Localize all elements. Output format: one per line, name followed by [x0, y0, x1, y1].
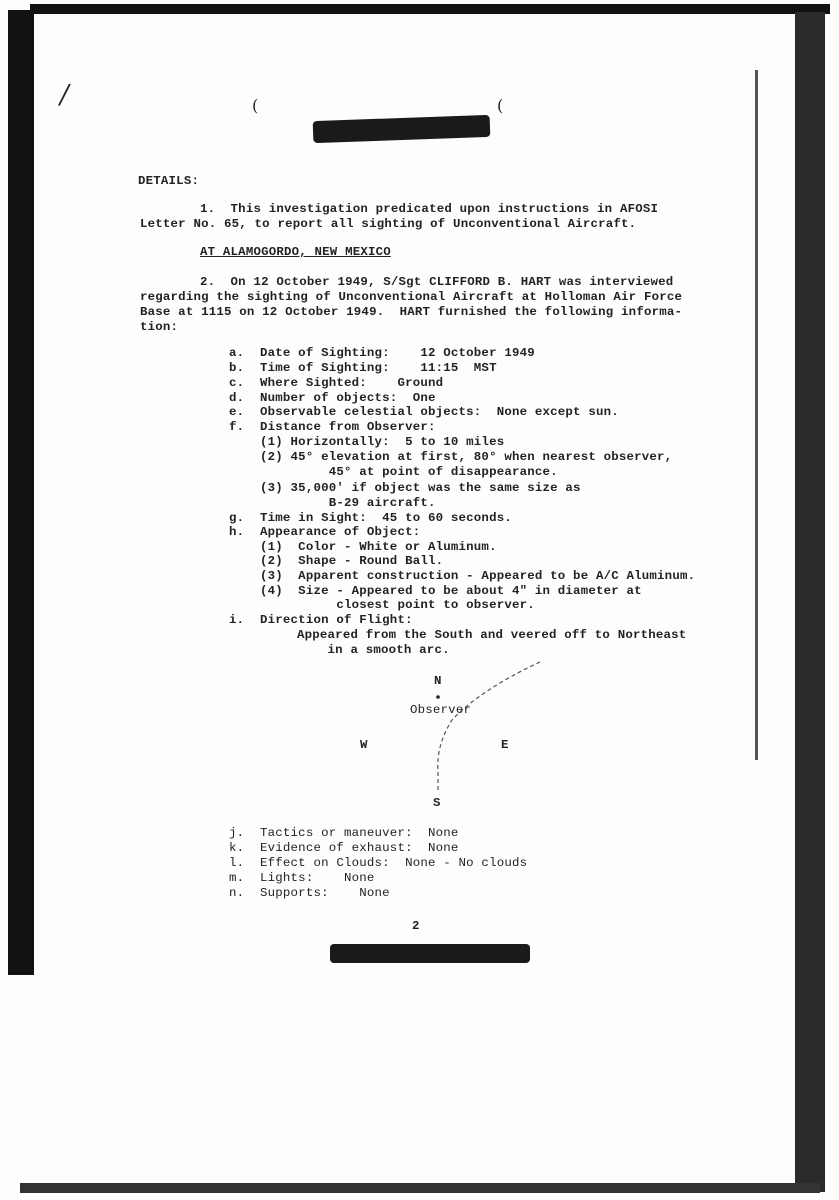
- item-text: Evidence of exhaust: None: [260, 841, 459, 855]
- distance-line: B-29 aircraft.: [260, 496, 436, 510]
- item-letter: f.: [229, 420, 245, 434]
- distance-line: 45° at point of disappearance.: [260, 465, 558, 479]
- compass-n: N: [434, 674, 442, 688]
- details-label: DETAILS:: [138, 174, 200, 188]
- item-letter: c.: [229, 376, 245, 390]
- item-letter: h.: [229, 525, 245, 539]
- distance-line: (2) 45° elevation at first, 80° when nearest observer,: [260, 450, 673, 464]
- item-text: Time of Sighting: 11:15 MST: [260, 361, 497, 375]
- compass-w: W: [360, 738, 368, 752]
- item-letter: k.: [229, 841, 245, 855]
- para2-line: 2. On 12 October 1949, S/Sgt CLIFFORD B. HART was interviewed: [200, 275, 674, 289]
- item-letter: b.: [229, 361, 245, 375]
- appearance-line: (4) Size - Appeared to be about 4" in diameter at: [260, 584, 642, 598]
- item-text: Tactics or maneuver: None: [260, 826, 459, 840]
- item-letter: j.: [229, 826, 245, 840]
- item-letter: i.: [229, 613, 245, 627]
- appearance-line: (1) Color - White or Aluminum.: [260, 540, 497, 554]
- item-letter: g.: [229, 511, 245, 525]
- distance-line: (1) Horizontally: 5 to 10 miles: [260, 435, 505, 449]
- item-letter: n.: [229, 886, 245, 900]
- para2-line: Base at 1115 on 12 October 1949. HART furnished the following informa-: [140, 305, 683, 319]
- item-letter: m.: [229, 871, 245, 885]
- item-letter: e.: [229, 405, 245, 419]
- item-text: Distance from Observer:: [260, 420, 436, 434]
- distance-line: (3) 35,000' if object was the same size as: [260, 481, 581, 495]
- para1-line: Letter No. 65, to report all sighting of Unconventional Aircraft.: [140, 217, 637, 231]
- item-text: Number of objects: One: [260, 391, 436, 405]
- paren-mark: (: [252, 96, 259, 115]
- para2-line: tion:: [140, 320, 179, 334]
- observer-dot: [436, 695, 440, 699]
- item-text: Observable celestial objects: None except sun.: [260, 405, 619, 419]
- appearance-line: (2) Shape - Round Ball.: [260, 554, 444, 568]
- page-number: 2: [412, 919, 420, 933]
- compass-e: E: [501, 738, 509, 752]
- item-text: Appearance of Object:: [260, 525, 421, 539]
- section-heading: AT ALAMOGORDO, NEW MEXICO: [200, 245, 391, 259]
- item-letter: l.: [229, 856, 245, 870]
- para1-line: 1. This investigation predicated upon instructions in AFOSI: [200, 202, 659, 216]
- observer-label: Observer: [410, 703, 472, 717]
- direction-line: in a smooth arc.: [297, 643, 450, 657]
- item-letter: a.: [229, 346, 245, 360]
- item-text: Effect on Clouds: None - No clouds: [260, 856, 528, 870]
- appearance-line: closest point to observer.: [260, 598, 535, 612]
- direction-line: Appeared from the South and veered off to Northeast: [297, 628, 687, 642]
- item-text: Time in Sight: 45 to 60 seconds.: [260, 511, 512, 525]
- redaction-bar-bottom: [330, 944, 530, 963]
- item-text: Direction of Flight:: [260, 613, 413, 627]
- item-text: Where Sighted: Ground: [260, 376, 444, 390]
- item-text: Supports: None: [260, 886, 390, 900]
- flight-path-arc: [438, 662, 540, 790]
- item-text: Lights: None: [260, 871, 375, 885]
- paren-mark: (: [497, 96, 504, 115]
- appearance-line: (3) Apparent construction - Appeared to be A/C Aluminum.: [260, 569, 696, 583]
- slash-mark: /: [60, 80, 69, 110]
- compass-s: S: [433, 796, 441, 810]
- item-text: Date of Sighting: 12 October 1949: [260, 346, 535, 360]
- para2-line: regarding the sighting of Unconventional Aircraft at Holloman Air Force: [140, 290, 683, 304]
- item-letter: d.: [229, 391, 245, 405]
